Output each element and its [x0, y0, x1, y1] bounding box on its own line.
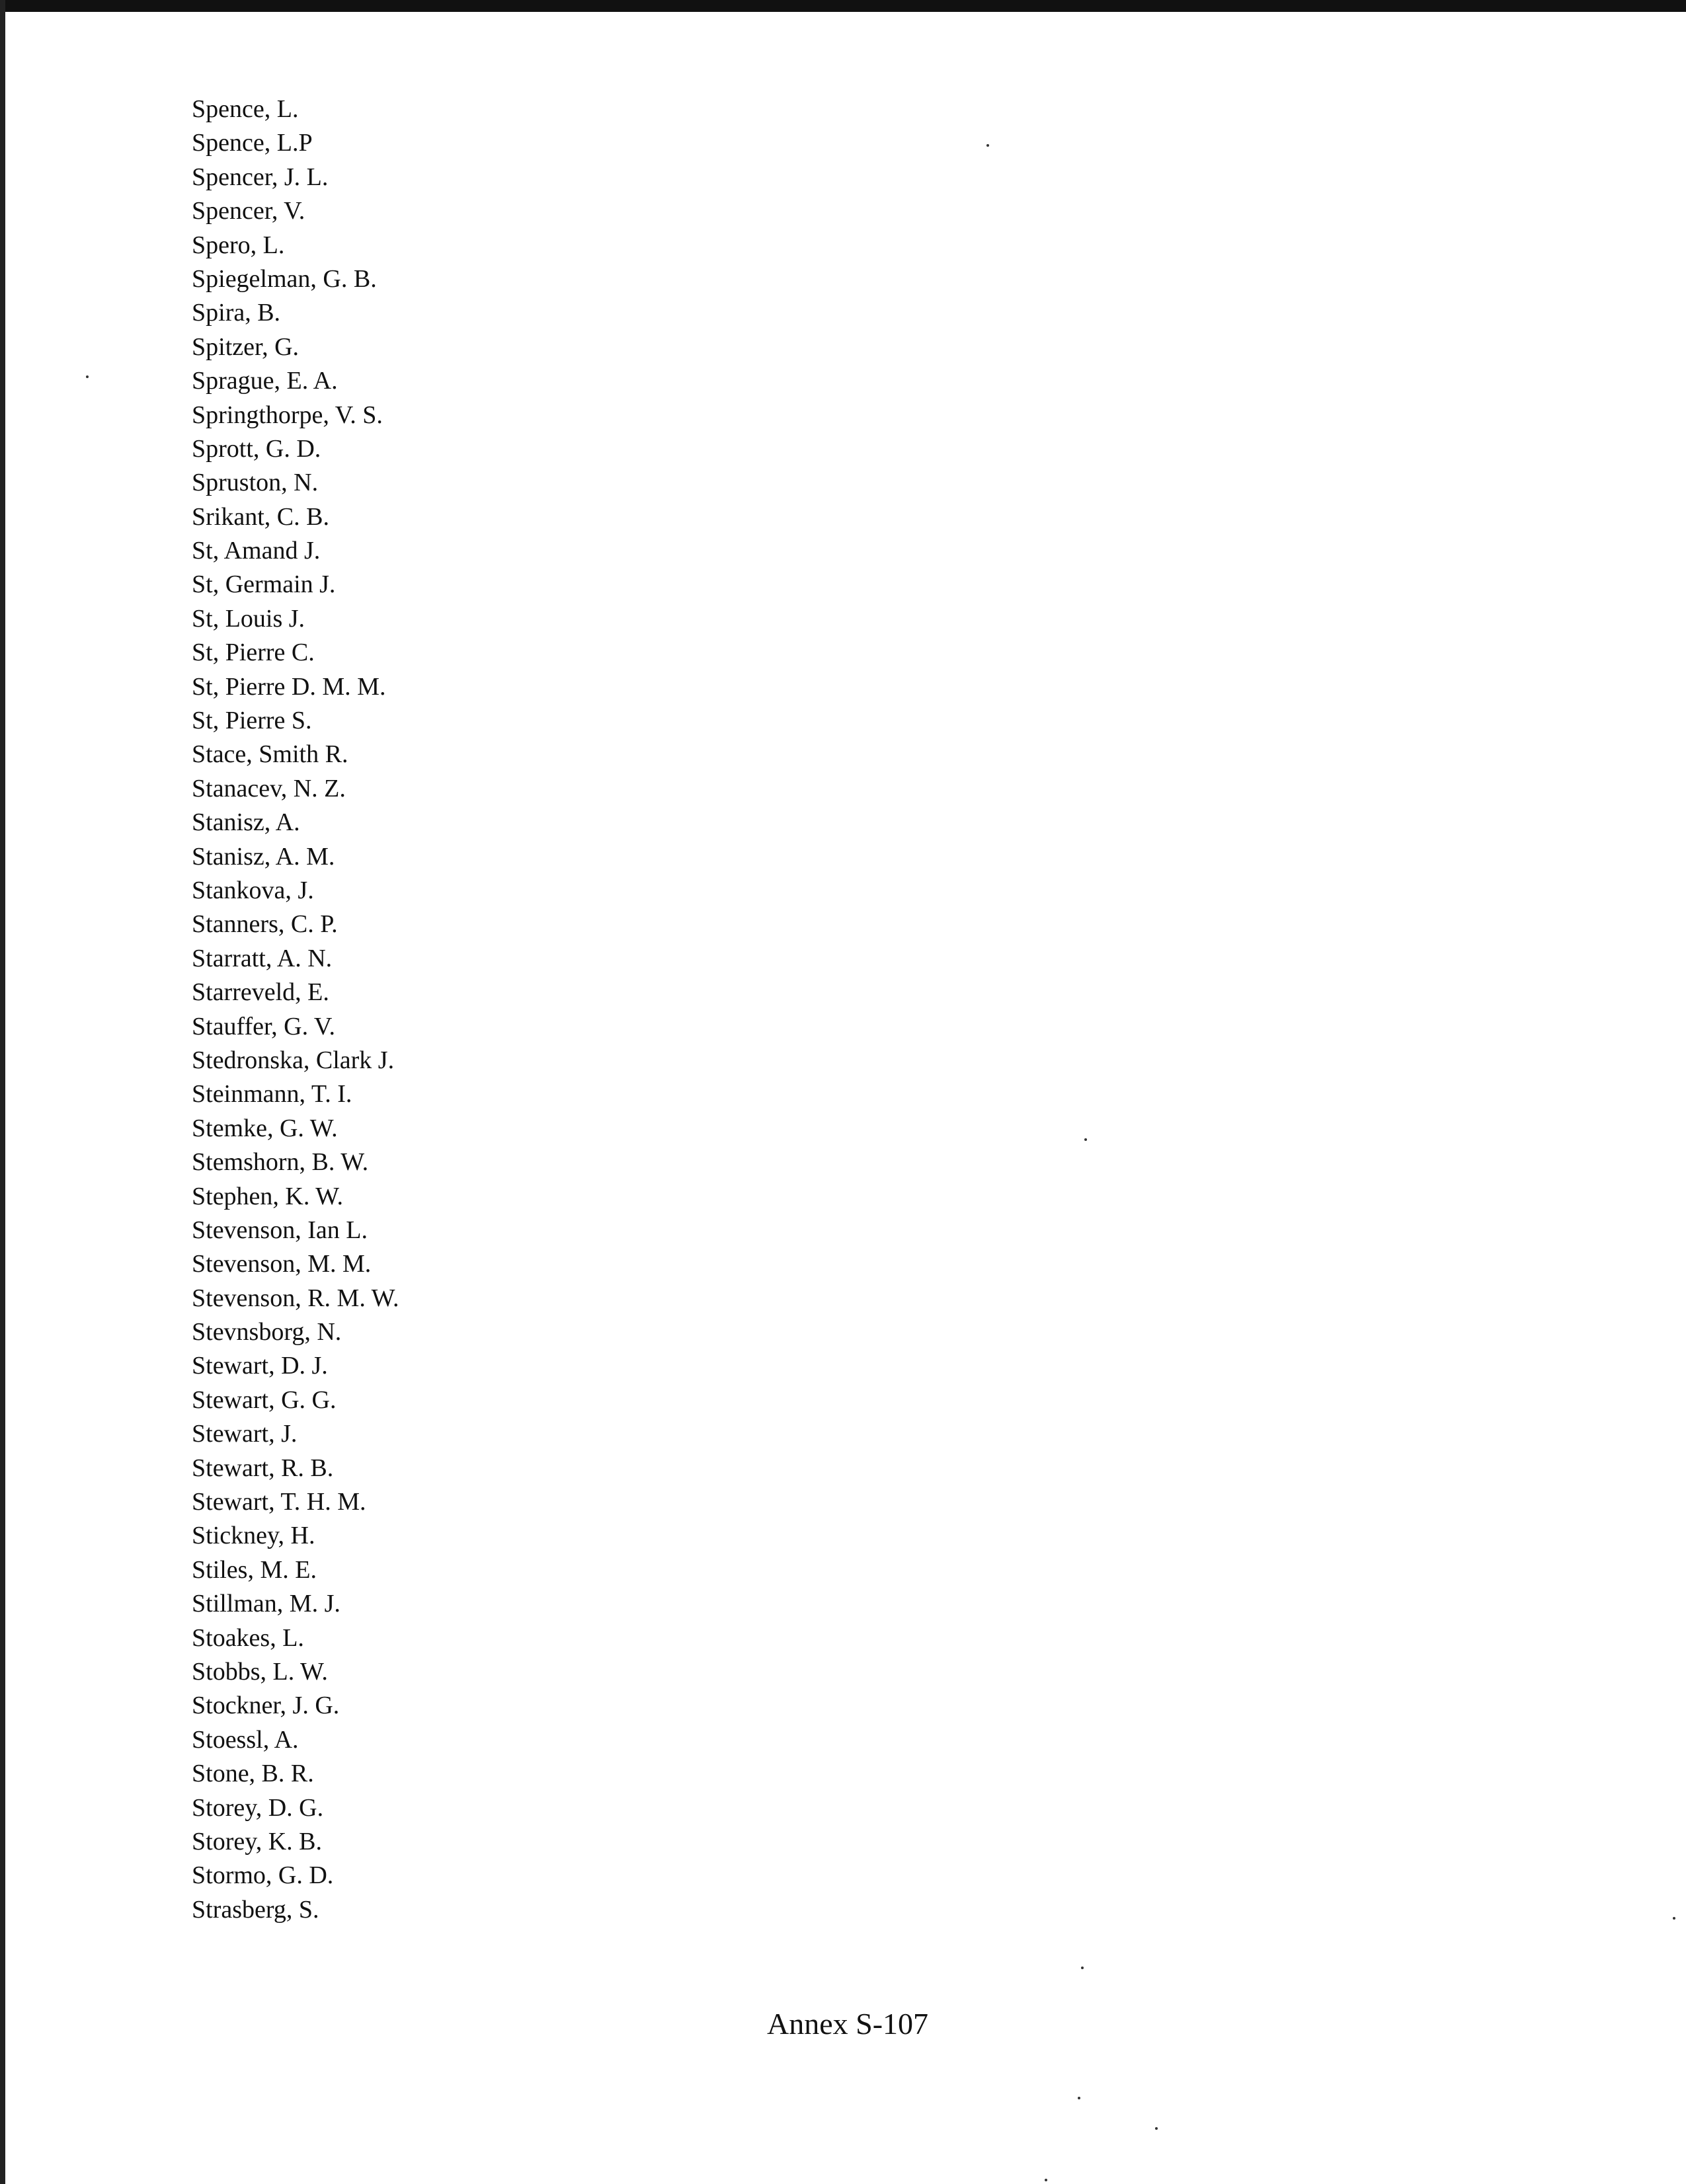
name-entry: St, Germain J.: [192, 570, 336, 599]
name-entry: Stedronska, Clark J.: [192, 1046, 395, 1074]
name-entry: Stevnsborg, N.: [192, 1318, 342, 1346]
name-entry: Stankova, J.: [192, 876, 314, 904]
name-entry: St, Amand J.: [192, 537, 321, 565]
scan-speck: [1155, 2127, 1158, 2130]
name-entry: Stewart, D. J.: [192, 1352, 328, 1380]
scan-speck: [1673, 1917, 1675, 1920]
name-entry: Stoessl, A.: [192, 1725, 299, 1754]
scan-speck: [1081, 1967, 1084, 1969]
name-entry: Stanisz, A.: [192, 808, 300, 837]
name-entry: Stormo, G. D.: [192, 1861, 334, 1890]
name-entry: Stevenson, R. M. W.: [192, 1284, 399, 1312]
scan-speck: [1078, 2097, 1080, 2099]
name-entry: Storey, K. B.: [192, 1827, 323, 1855]
name-entry: St, Louis J.: [192, 604, 305, 633]
name-entry: Stevenson, M. M.: [192, 1250, 372, 1278]
name-entry: Stanacev, N. Z.: [192, 774, 346, 802]
name-entry: Stanisz, A. M.: [192, 842, 335, 871]
scan-left-edge: [0, 0, 5, 2184]
name-entry: Srikant, C. B.: [192, 502, 329, 531]
name-entry: Spero, L.: [192, 231, 285, 259]
name-entry: Stone, B. R.: [192, 1760, 314, 1788]
scan-speck: [86, 375, 89, 378]
name-entry: Stewart, T. H. M.: [192, 1488, 366, 1516]
name-entry: Starratt, A. N.: [192, 944, 333, 972]
name-entry: Storey, D. G.: [192, 1793, 324, 1822]
name-entry: Spira, B.: [192, 299, 281, 327]
name-entry: Stewart, G. G.: [192, 1385, 337, 1414]
author-name-list: [192, 93, 399, 1927]
scan-speck: [986, 144, 989, 147]
name-entry: Stanners, C. P.: [192, 910, 338, 939]
name-entry: St, Pierre D. M. M.: [192, 672, 386, 701]
name-entry: Spence, L.P: [192, 129, 313, 157]
name-entry: Spitzer, G.: [192, 332, 300, 361]
name-entry: Stemshorn, B. W.: [192, 1148, 369, 1177]
name-entry: St, Pierre S.: [192, 707, 312, 735]
name-entry: Stevenson, Ian L.: [192, 1216, 368, 1244]
scan-speck: [1084, 1138, 1087, 1141]
name-entry: Stockner, J. G.: [192, 1692, 340, 1720]
name-entry: Strasberg, S.: [192, 1895, 319, 1924]
name-entry: Sprott, G. D.: [192, 434, 321, 463]
name-entry: Springthorpe, V. S.: [192, 401, 383, 429]
name-entry: Stobbs, L. W.: [192, 1657, 328, 1686]
name-entry: Stewart, R. B.: [192, 1454, 334, 1482]
name-entry: Stillman, M. J.: [192, 1590, 341, 1618]
name-entry: Starreveld, E.: [192, 978, 329, 1007]
name-entry: Steinmann, T. I.: [192, 1080, 352, 1109]
name-entry: Spencer, J. L.: [192, 163, 329, 191]
name-entry: Spiegelman, G. B.: [192, 264, 377, 293]
name-entry: Spencer, V.: [192, 197, 305, 225]
name-entry: Stoakes, L.: [192, 1623, 304, 1652]
name-entry: Stiles, M. E.: [192, 1555, 317, 1584]
name-entry: Stace, Smith R.: [192, 740, 348, 769]
name-entry: Stickney, H.: [192, 1522, 315, 1550]
name-entry: Stemke, G. W.: [192, 1114, 338, 1142]
page-footer: Annex S-107: [767, 2007, 929, 2041]
name-entry: Sprague, E. A.: [192, 367, 338, 395]
name-entry: Spruston, N.: [192, 469, 319, 497]
scan-speck: [1045, 2179, 1047, 2181]
name-entry: St, Pierre C.: [192, 639, 315, 667]
name-entry: Stephen, K. W.: [192, 1182, 344, 1210]
name-entry: Spence, L.: [192, 95, 299, 123]
scan-top-border: [0, 0, 1686, 12]
name-entry: Stewart, J.: [192, 1420, 298, 1448]
name-entry: Stauffer, G. V.: [192, 1012, 335, 1040]
